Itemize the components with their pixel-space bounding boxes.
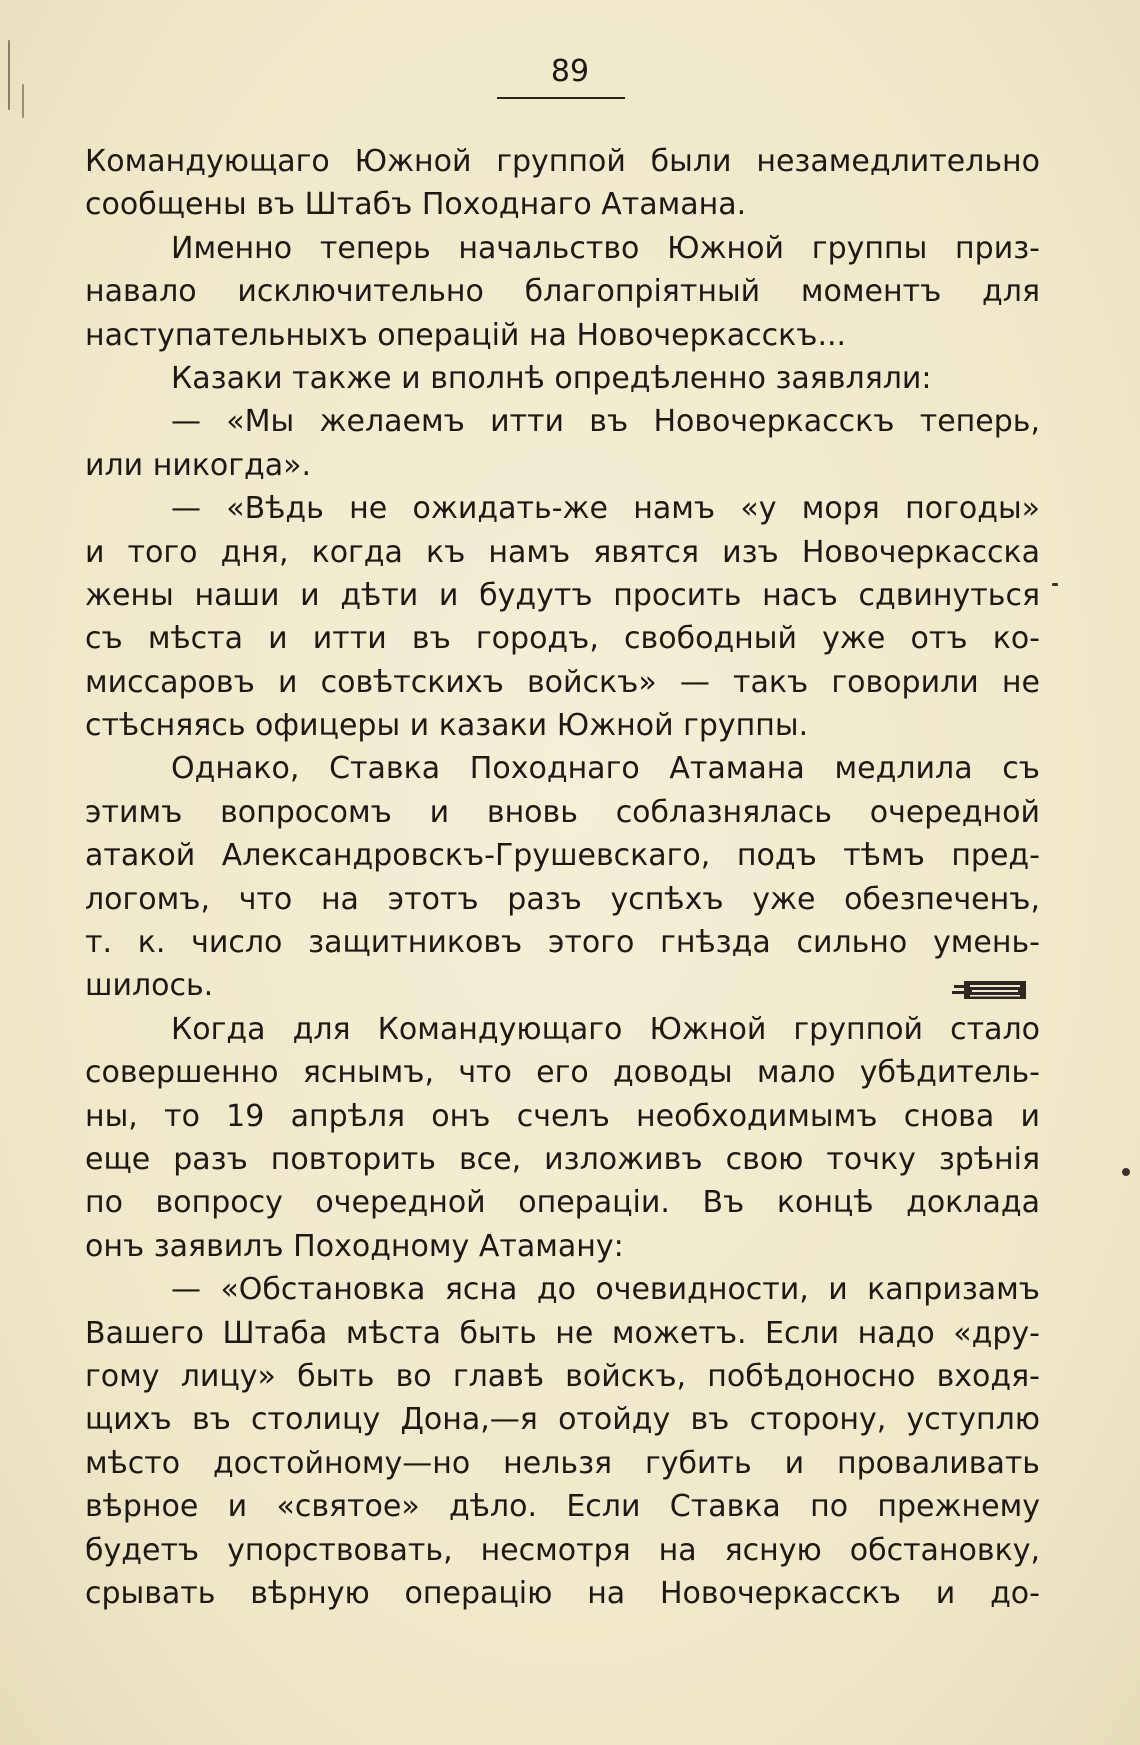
text-line: сообщены въ Штабъ Походнаго Атамана.	[85, 187, 747, 223]
page-number-rule	[497, 97, 625, 99]
text-line: щихъ въ столицу Дона,—я отойду въ сторону, уступлю	[85, 1402, 1040, 1438]
text-line: ны, то 19 апрѣля онъ счелъ необходимымъ снова и	[85, 1098, 1040, 1134]
text-line: Вашего Штаба мѣста быть не можетъ. Если надо «дру-	[85, 1315, 1040, 1351]
print-speck	[8, 40, 10, 110]
text-line: совершенно яснымъ, что его доводы мало убѣдитель-	[85, 1055, 1040, 1091]
text-line: срывать вѣрную операцію на Новочеркасскъ и до-	[85, 1575, 1040, 1611]
text-line: мѣсто достойному—но нельзя губить и проваливать	[85, 1445, 1040, 1481]
text-line: Именно теперь начальство Южной группы приз-	[171, 230, 1040, 266]
text-line: Когда для Командующаго Южной группой стало	[171, 1011, 1040, 1047]
text-line: или никогда».	[85, 447, 312, 483]
text-line: — «Мы желаемъ итти въ Новочеркасскъ теперь,	[171, 404, 1040, 440]
text-line: наступательныхъ операцій на Новочеркасскъ...	[85, 317, 847, 353]
text-line: Однако, Ставка Походнаго Атамана медлила съ	[171, 751, 1040, 787]
text-line: логомъ, что на этотъ разъ успѣхъ уже обезпеченъ,	[85, 881, 1040, 917]
print-speck	[1052, 583, 1058, 586]
text-line: миссаровъ и совѣтскихъ войскъ» — такъ говорили не	[85, 664, 1040, 700]
text-line: Казаки также и вполнѣ опредѣленно заявляли:	[171, 360, 932, 396]
text-line: будетъ упорствовать, несмотря на ясную обстановку,	[85, 1532, 1040, 1568]
text-line: съ мѣста и итти въ городъ, свободный уже отъ ко-	[85, 621, 1040, 657]
text-line: навало исключительно благопріятный моментъ для	[85, 274, 1040, 310]
text-line: этимъ вопросомъ и вновь соблазнялась очередной	[85, 794, 1040, 830]
text-line: гому лицу» быть во главѣ войскъ, побѣдоносно входя-	[85, 1358, 1040, 1394]
text-line: жены наши и дѣти и будутъ просить насъ сдвинуться	[85, 577, 1040, 613]
text-line: Командующаго Южной группой были незамедлительно	[85, 144, 1040, 179]
print-speck	[1122, 1168, 1130, 1176]
text-line: стѣсняясь офицеры и казаки Южной группы.	[85, 708, 809, 744]
text-line: онъ заявилъ Походному Атаману:	[85, 1228, 624, 1264]
print-speck	[22, 84, 24, 118]
text-line: — «Вѣдь не ожидать-же намъ «у моря погоды»	[171, 491, 1040, 527]
text-line: — «Обстановка ясна до очевидности, и капризамъ	[171, 1272, 1040, 1308]
text-line: по вопросу очередной операціи. Въ концѣ доклада	[85, 1185, 1040, 1221]
printer-ornament-icon	[950, 975, 1034, 1005]
page-number: 89	[550, 54, 590, 89]
text-line: атакой Александровскъ-Грушевскаго, подъ тѣмъ пред-	[85, 838, 1040, 874]
text-line: и того дня, когда къ намъ явятся изъ Новочеркасска	[85, 534, 1040, 570]
text-line: вѣрное и «святое» дѣло. Если Ставка по прежнему	[85, 1489, 1040, 1525]
body-text	[85, 140, 1040, 1615]
text-line: т. к. число защитниковъ этого гнѣзда сильно умень-	[85, 925, 1040, 961]
text-line: еще разъ повторить все, изложивъ свою точку зрѣнія	[85, 1141, 1040, 1177]
text-line: шилось.	[85, 968, 214, 1004]
